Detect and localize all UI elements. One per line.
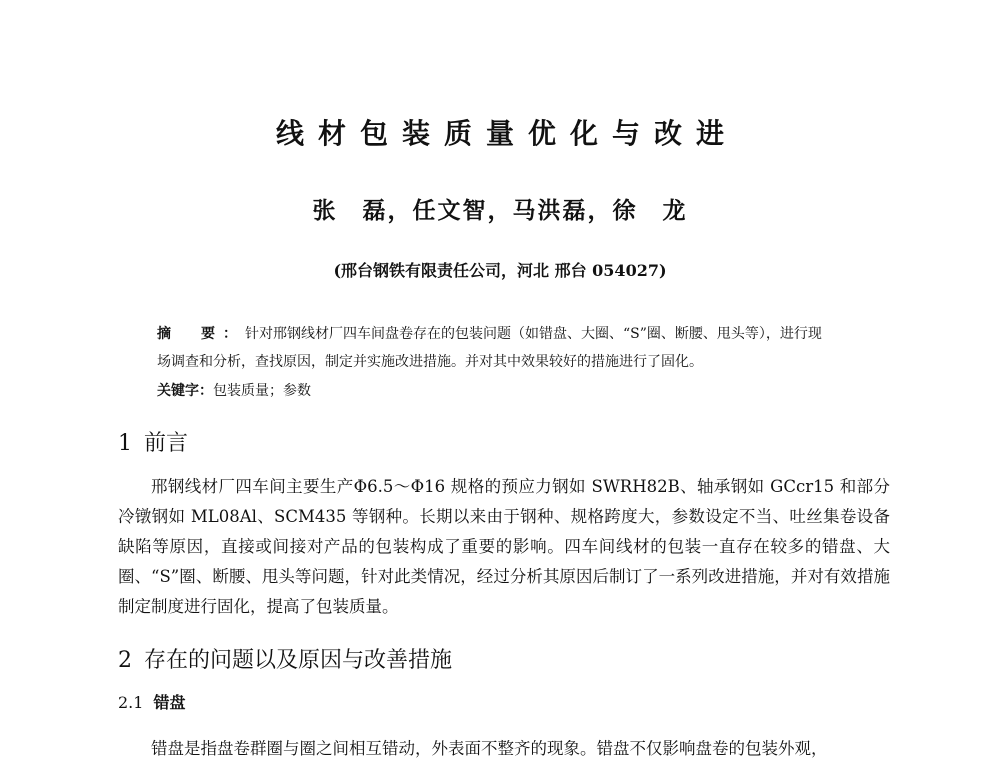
abstract bbox=[157, 320, 857, 376]
section-1-heading bbox=[118, 426, 188, 457]
section-2-number: 2 bbox=[118, 648, 132, 673]
section-2-heading bbox=[118, 643, 452, 674]
keywords-label: 关键字： bbox=[157, 383, 213, 399]
abstract-line-2: 场调查和分析，查找原因，制定并实施改进措施。并对其中效果较好的措施进行了固化。 bbox=[157, 354, 703, 370]
subsection-2-1-heading bbox=[118, 690, 185, 713]
abstract-line-1: 针对邢钢线材厂四车间盘卷存在的包装问题（如错盘、大圈、“S”圈、断腰、甩头等），进行现 bbox=[245, 326, 822, 342]
section-1-paragraph: 邢钢线材厂四车间主要生产Φ6.5～Φ16 规格的预应力钢如 SWRH82B、轴承钢如 GCcr15 和部分冷镦钢如 ML08Al、SCM435 等钢种。长期以来由于钢种、规格跨度大，参数设定不当、吐丝集卷设备缺陷等原因，直接或间接对产品的包装构成了重要的影响。四车间线材的包装一直存在较多的错盘、大圈、“S”圈、断腰、甩头等问题，针对此类情况，经过分析其原因后制订了一系列改进措施，并对有效措施制定制度进行固化，提高了包装质量。 bbox=[118, 477, 890, 616]
subsection-2-1-paragraph: 错盘是指盘卷群圈与圈之间相互错动，外表面不整齐的现象。错盘不仅影响盘卷的包装外观， bbox=[151, 739, 828, 758]
subsection-2-1-number: 2.1 bbox=[118, 693, 144, 712]
subsection-2-1-title: 错盘 bbox=[153, 693, 186, 712]
keywords bbox=[157, 380, 311, 400]
abstract-label: 摘 要： bbox=[157, 326, 245, 342]
paper-title: 线材包装质量优化与改进 bbox=[275, 117, 738, 150]
affiliation: (邢台钢铁有限责任公司，河北 邢台 054027) bbox=[333, 261, 667, 280]
section-1-title: 前言 bbox=[144, 431, 189, 456]
section-1-number: 1 bbox=[118, 431, 132, 456]
section-2-title: 存在的问题以及原因与改善措施 bbox=[144, 648, 453, 673]
keywords-text: 包装质量；参数 bbox=[213, 383, 311, 399]
author-list: 张 磊，任文智，马洪磊，徐 龙 bbox=[312, 197, 688, 224]
